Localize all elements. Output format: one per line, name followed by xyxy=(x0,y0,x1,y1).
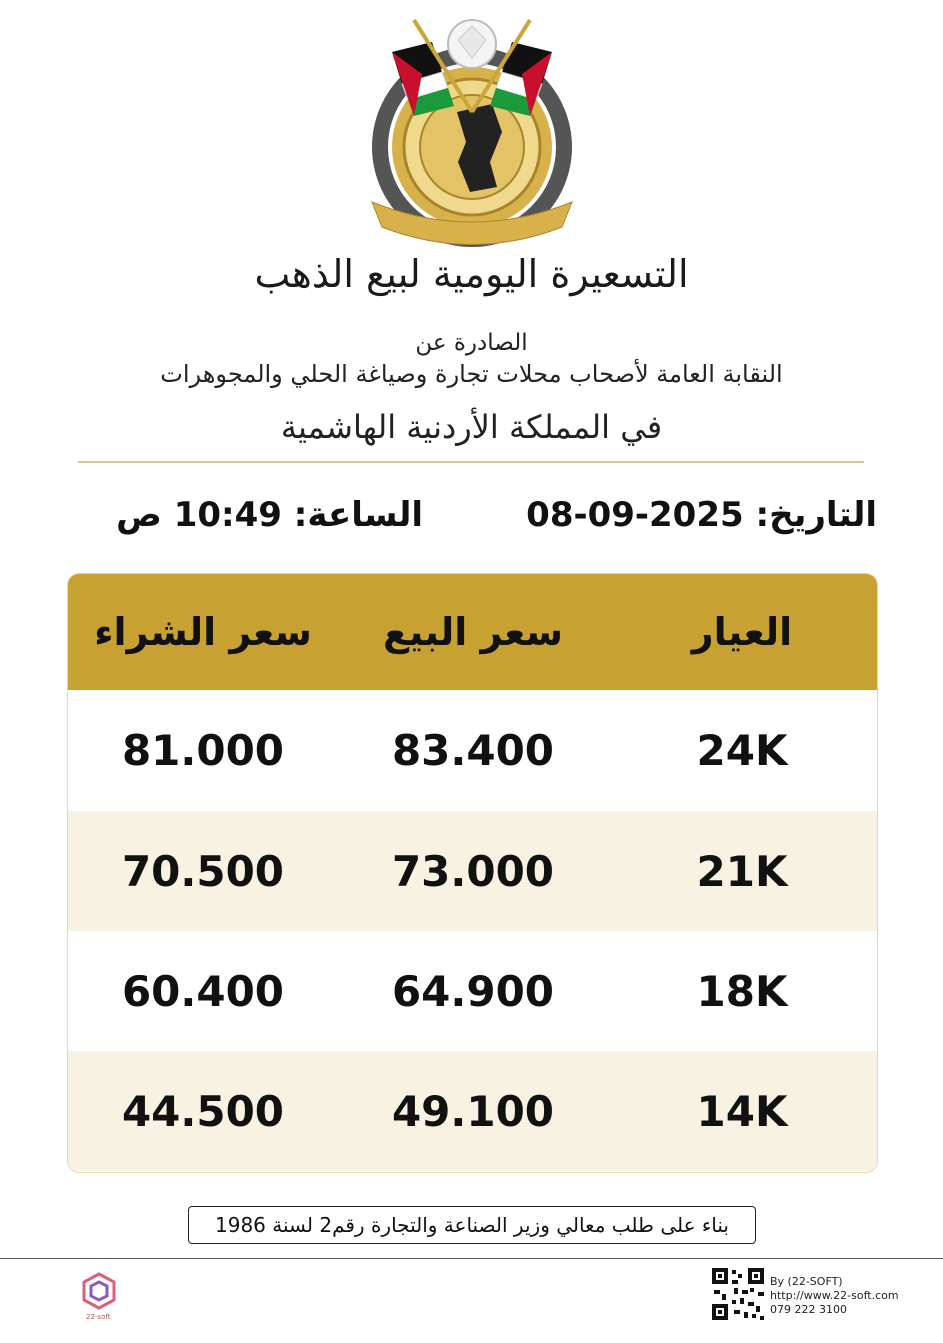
page-title: التسعيرة اليومية لبيع الذهب xyxy=(254,252,689,296)
date-label: التاريخ: xyxy=(755,495,877,535)
table-row xyxy=(68,690,877,810)
date-time-line xyxy=(0,495,943,545)
header-karat: العيار xyxy=(691,610,793,654)
gold-price-table xyxy=(67,573,878,1173)
time-value: 10:49 xyxy=(173,495,282,535)
software-brand-icon xyxy=(82,1272,116,1312)
karat-cell: 18K xyxy=(696,967,788,1016)
buy-price-cell: 81.000 xyxy=(121,726,285,775)
issued-by-text: الصادرة عن xyxy=(415,330,528,356)
karat-cell: 14K xyxy=(696,1087,788,1136)
sell-price-cell: 49.100 xyxy=(391,1087,555,1136)
table-header xyxy=(68,574,877,690)
header-divider xyxy=(78,461,864,463)
union-name-text: النقابة العامة لأصحاب محلات تجارة وصياغة الحلي والمجوهرات xyxy=(160,360,783,388)
brand-small-text: 22-soft xyxy=(86,1313,111,1321)
time-block xyxy=(116,495,423,535)
software-credits xyxy=(770,1275,899,1317)
footer-divider xyxy=(0,1258,943,1259)
buy-price-cell: 44.500 xyxy=(121,1087,285,1136)
header-sell-price: سعر البيع xyxy=(383,610,563,654)
sell-price-cell: 64.900 xyxy=(391,967,555,1016)
sell-price-cell: 73.000 xyxy=(391,847,555,896)
table-row xyxy=(68,1051,877,1171)
karat-cell: 24K xyxy=(696,726,788,775)
credits-url[interactable]: http://www.22-soft.com xyxy=(770,1289,899,1302)
header-buy-price: سعر الشراء xyxy=(94,610,312,654)
date-value: 08-09-2025 xyxy=(526,495,744,535)
kingdom-text: في المملكة الأردنية الهاشمية xyxy=(280,408,663,446)
table-row xyxy=(68,931,877,1051)
date-block xyxy=(526,495,877,535)
credits-phone: 079 222 3100 xyxy=(770,1303,847,1316)
time-label: الساعة: xyxy=(293,495,423,535)
ministry-note: بناء على طلب معالي وزير الصناعة والتجارة رقم2 لسنة 1986 xyxy=(188,1206,756,1244)
buy-price-cell: 60.400 xyxy=(121,967,285,1016)
qr-code-icon[interactable] xyxy=(710,1266,766,1322)
table-row xyxy=(68,811,877,931)
buy-price-cell: 70.500 xyxy=(121,847,285,896)
karat-cell: 21K xyxy=(696,847,788,896)
sell-price-cell: 83.400 xyxy=(391,726,555,775)
time-suffix: ص xyxy=(116,495,162,535)
union-emblem-logo xyxy=(362,12,582,252)
credits-by: By (22-SOFT) xyxy=(770,1275,843,1288)
